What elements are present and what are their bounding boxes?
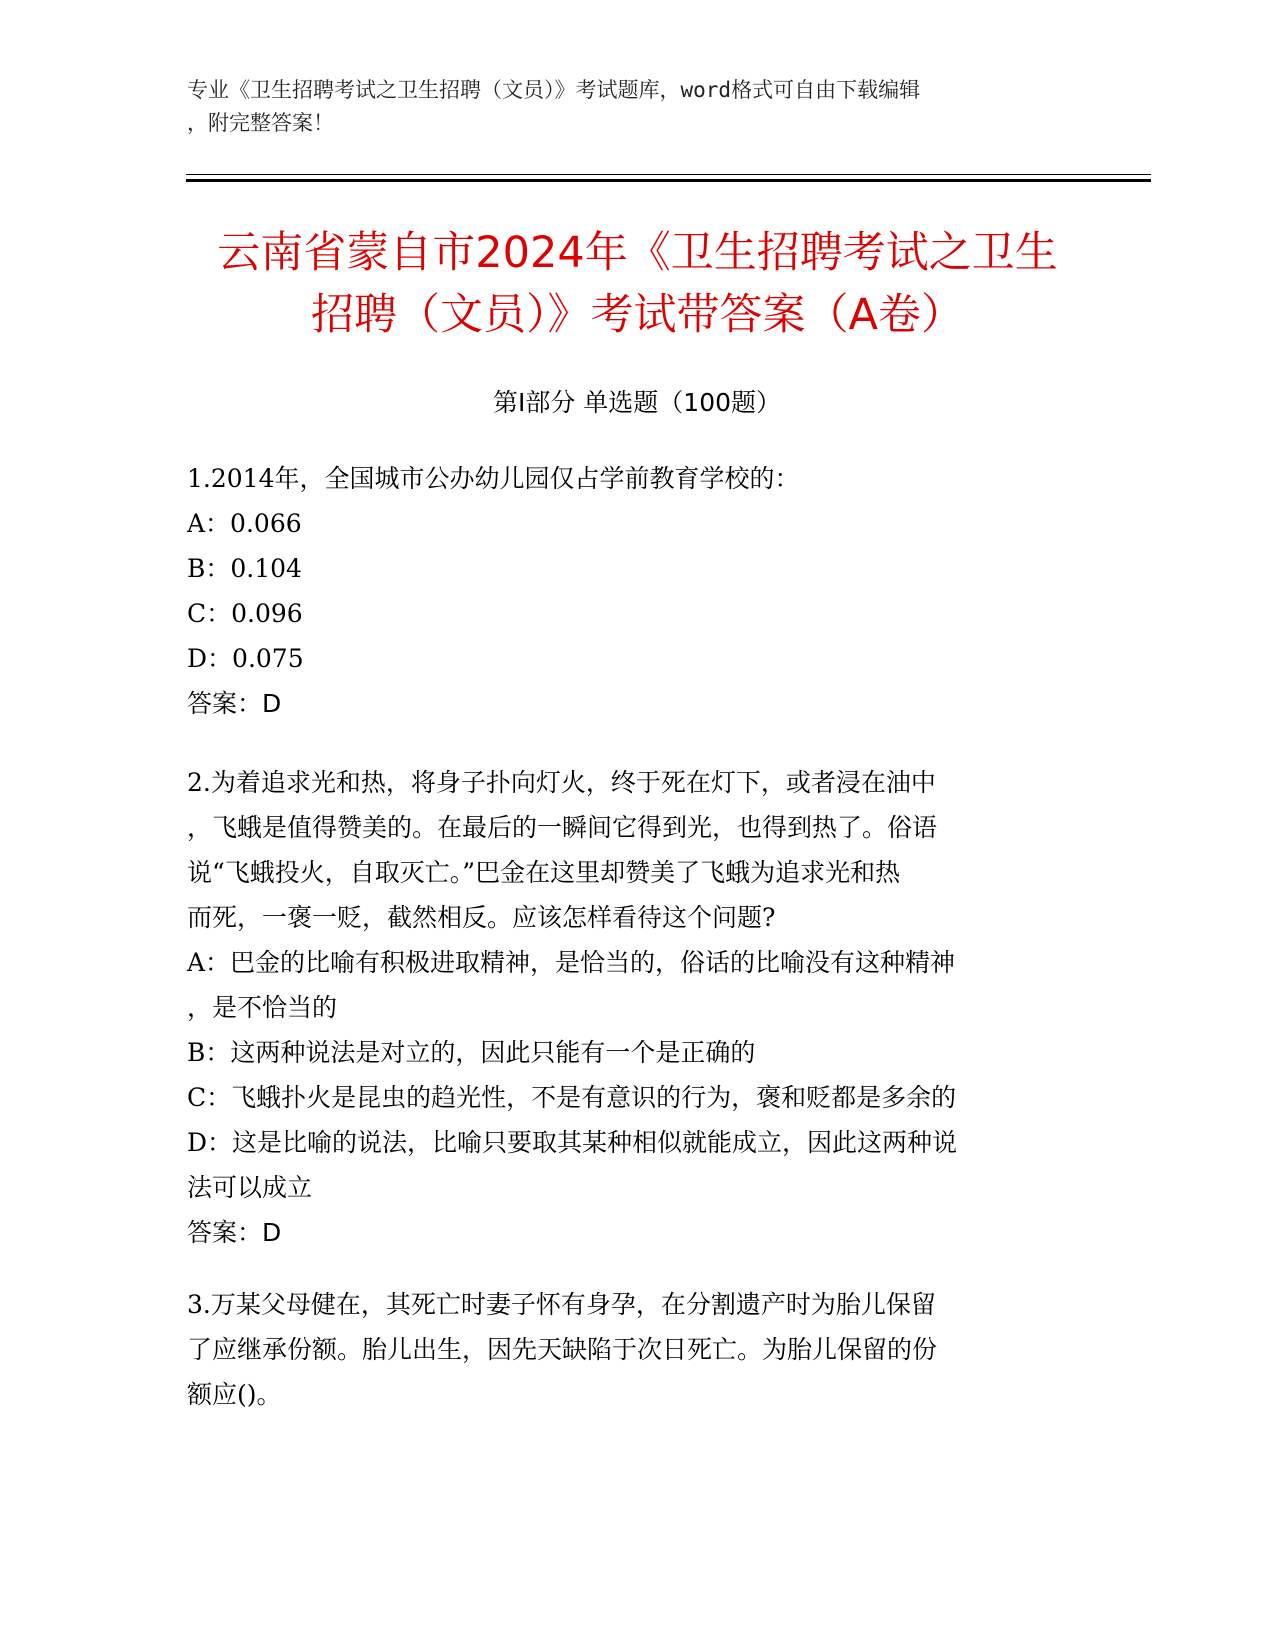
question-2: [187, 760, 1077, 1255]
question-2-stem-line-1: 2.为着追求光和热，将身子扑向灯火，终于死在灯下，或者浸在油中: [187, 768, 936, 797]
header-divider-thin: [186, 174, 1151, 175]
question-2-option-b: B：这两种说法是对立的，因此只能有一个是正确的: [187, 1038, 756, 1067]
document-title: [150, 222, 1125, 346]
question-3: [187, 1282, 1077, 1417]
question-2-option-d-cont: 法可以成立: [187, 1173, 313, 1202]
question-1-option-a: A：0.066: [187, 509, 302, 538]
question-1-option-d: D：0.075: [187, 644, 304, 673]
header-note: [187, 74, 1087, 140]
question-3-stem-line-3: 额应()。: [187, 1380, 282, 1409]
question-2-stem-line-2: ，飞蛾是值得赞美的。在最后的一瞬间它得到光，也得到热了。俗语: [187, 813, 938, 842]
question-1-answer: 答案：D: [187, 689, 282, 718]
question-2-stem-line-4: 而死，一褒一贬，截然相反。应该怎样看待这个问题?: [187, 903, 776, 932]
question-1-option-c: C：0.096: [187, 599, 303, 628]
document-title-line-2: 招聘（文员）》考试带答案（A卷）: [311, 290, 964, 340]
question-2-option-c: C：飞蛾扑火是昆虫的趋光性，不是有意识的行为，褒和贬都是多余的: [187, 1083, 957, 1112]
header-note-line-1: 专业《卫生招聘考试之卫生招聘（文员）》考试题库，word格式可自由下载编辑: [187, 78, 921, 102]
question-2-stem-line-3: 说“飞蛾投火，自取灭亡。”巴金在这里却赞美了飞蛾为追求光和热: [187, 858, 901, 887]
question-3-stem-line-1: 3.万某父母健在，其死亡时妻子怀有身孕，在分割遗产时为胎儿保留: [187, 1290, 936, 1319]
question-1-stem: 1.2014年，全国城市公办幼儿园仅占学前教育学校的：: [187, 464, 800, 493]
section-title: 第Ⅰ部分 单选题（100题）: [492, 388, 782, 417]
question-2-option-d: D：这是比喻的说法，比喻只要取其某种相似就能成立，因此这两种说: [187, 1128, 958, 1157]
question-1-option-b: B：0.104: [187, 554, 302, 583]
header-note-line-2: ，附完整答案！: [187, 111, 334, 135]
header-divider-thick: [186, 179, 1151, 182]
document-title-line-1: 云南省蒙自市2024年《卫生招聘考试之卫生: [217, 228, 1058, 278]
question-2-answer: 答案：D: [187, 1218, 282, 1247]
question-3-stem-line-2: 了应继承份额。胎儿出生，因先天缺陷于次日死亡。为胎儿保留的份: [187, 1335, 938, 1364]
question-2-option-a: A：巴金的比喻有积极进取精神，是恰当的，俗话的比喻没有这种精神: [187, 948, 956, 977]
question-1: [187, 456, 1077, 726]
question-2-option-a-cont: ，是不恰当的: [187, 993, 338, 1022]
